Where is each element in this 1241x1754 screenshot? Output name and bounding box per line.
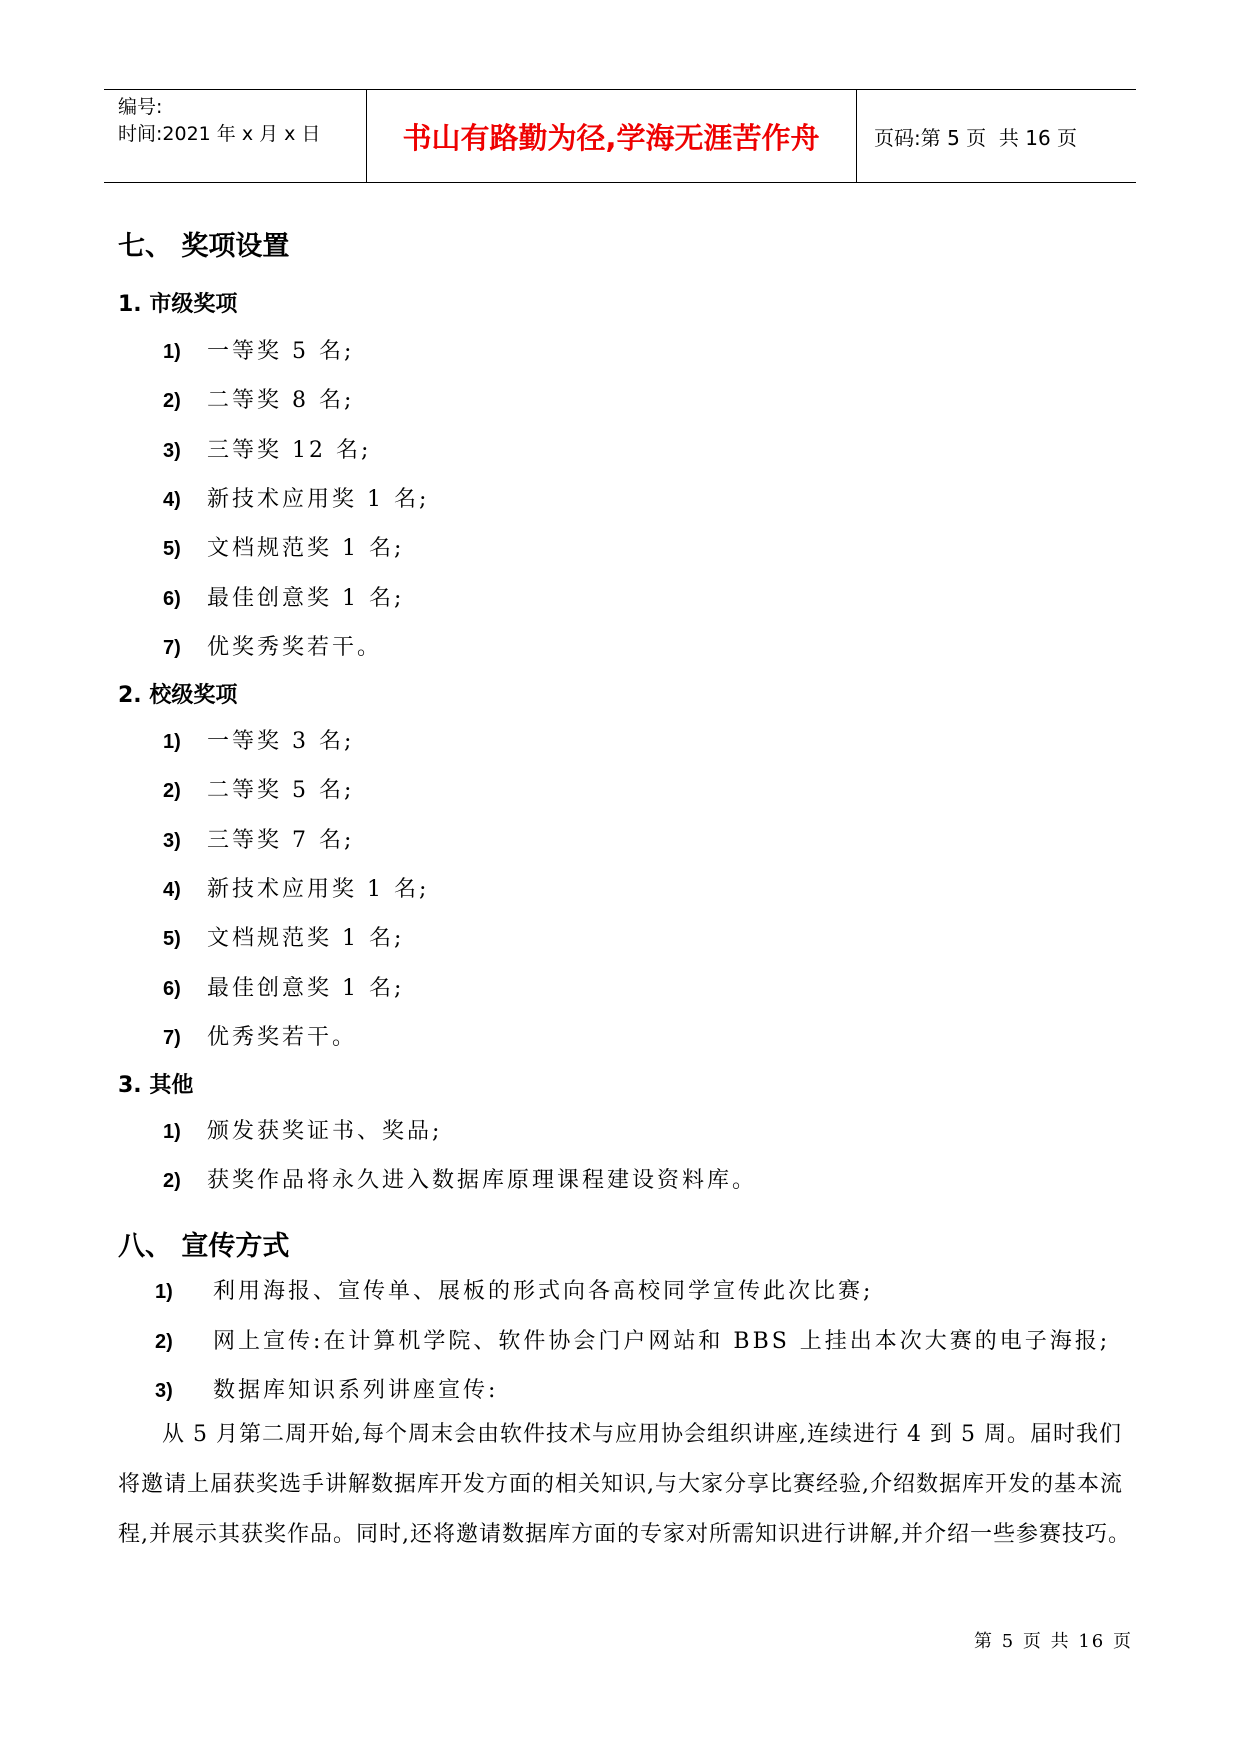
list-item-number: 7) bbox=[163, 636, 181, 659]
list-item-number: 3) bbox=[163, 439, 181, 462]
lecture-paragraph: 从 5 月第二周开始,每个周末会由软件技术与应用协会组织讲座,连续进行 4 到 5 周。届时我们将邀请上届获奖选手讲解数据库开发方面的相关知识,与大家分享比赛经验,介绍数据库开发的基本流程,并展示其获奖作品。同时,还将邀请数据库方面的专家对所需知识进行讲解,并介绍一些参赛技巧。 bbox=[118, 1422, 1131, 1547]
list-item-text: 利用海报、宣传单、展板的形式向各高校同学宣传此次比赛; bbox=[213, 1279, 874, 1304]
list-item bbox=[163, 630, 382, 661]
list-item-number: 1) bbox=[163, 731, 181, 753]
section-7-2-title: 2. 校级奖项 bbox=[118, 683, 238, 708]
header-meta bbox=[118, 94, 320, 148]
list-item-number: 5) bbox=[163, 928, 181, 951]
list-item-number: 2) bbox=[163, 780, 181, 803]
section-8-title: 八、 宣传方式 bbox=[118, 1231, 290, 1262]
list-item bbox=[163, 334, 354, 365]
list-item-number: 4) bbox=[163, 878, 181, 901]
list-item-number: 5) bbox=[163, 538, 181, 561]
list-item-number: 1) bbox=[155, 1281, 173, 1303]
list-item-text: 二等奖 5 名; bbox=[207, 778, 355, 804]
header-motto: 书山有路勤为径,学海无涯苦作舟 bbox=[402, 120, 820, 155]
list-item-number: 2) bbox=[163, 1170, 181, 1193]
list-item-number: 2) bbox=[163, 390, 181, 413]
section-7-title: 七、 奖项设置 bbox=[118, 231, 290, 262]
list-item-number: 3) bbox=[155, 1380, 173, 1402]
list-item bbox=[163, 921, 404, 952]
header-page-label: 页码:第 5 页 共 16 页 bbox=[874, 125, 1078, 150]
list-item bbox=[163, 1163, 757, 1194]
list-item bbox=[163, 872, 429, 903]
list-item-text: 二等奖 8 名; bbox=[207, 388, 355, 414]
list-item-text: 最佳创意奖 1 名; bbox=[207, 585, 405, 611]
list-item-text: 优秀奖若干。 bbox=[207, 1024, 358, 1050]
page-header bbox=[104, 89, 1136, 183]
list-item-text: 颁发获奖证书、奖品; bbox=[207, 1119, 443, 1144]
list-item bbox=[163, 1114, 442, 1145]
list-item bbox=[163, 1020, 357, 1051]
list-item bbox=[155, 1324, 1110, 1355]
list-item-number: 4) bbox=[163, 488, 181, 511]
list-item bbox=[163, 823, 354, 854]
header-divider bbox=[856, 90, 857, 182]
document-number-label: 编号: bbox=[118, 96, 163, 118]
list-item-text: 优奖秀奖若干。 bbox=[207, 634, 383, 660]
list-item-text: 三等奖 7 名; bbox=[207, 827, 355, 853]
list-item bbox=[163, 383, 354, 414]
list-item bbox=[163, 482, 429, 513]
list-item-number: 6) bbox=[163, 977, 181, 1000]
list-item-number: 3) bbox=[163, 829, 181, 852]
list-item bbox=[163, 433, 371, 464]
list-item-text: 文档规范奖 1 名; bbox=[207, 926, 405, 952]
list-item-text: 数据库知识系列讲座宣传: bbox=[213, 1378, 499, 1403]
list-item-text: 最佳创意奖 1 名; bbox=[207, 975, 405, 1001]
list-item bbox=[163, 531, 404, 562]
list-item-text: 文档规范奖 1 名; bbox=[207, 536, 405, 562]
page-footer: 第 5 页 共 16 页 bbox=[974, 1631, 1133, 1652]
list-item-text: 获奖作品将永久进入数据库原理课程建设资料库。 bbox=[207, 1168, 758, 1194]
list-item-text: 一等奖 5 名; bbox=[207, 339, 355, 364]
list-item bbox=[163, 724, 354, 755]
list-item-text: 一等奖 3 名; bbox=[207, 729, 355, 754]
document-time-label: 时间:2021 年 x 月 x 日 bbox=[118, 123, 321, 145]
section-7-3-title: 3. 其他 bbox=[118, 1073, 194, 1098]
list-item bbox=[163, 773, 354, 804]
list-item-number: 1) bbox=[163, 1121, 181, 1143]
section-7-1-title: 1. 市级奖项 bbox=[118, 292, 238, 317]
list-item bbox=[163, 971, 404, 1002]
list-item bbox=[155, 1373, 498, 1404]
list-item-number: 6) bbox=[163, 587, 181, 610]
list-item-number: 1) bbox=[163, 341, 181, 363]
list-item-text: 三等奖 12 名; bbox=[207, 437, 372, 463]
list-item-text: 新技术应用奖 1 名; bbox=[207, 486, 430, 512]
list-item-text: 新技术应用奖 1 名; bbox=[207, 876, 430, 902]
list-item bbox=[155, 1274, 873, 1305]
list-item-text: 网上宣传:在计算机学院、软件协会门户网站和 BBS 上挂出本次大赛的电子海报; bbox=[213, 1328, 1111, 1354]
list-item-number: 7) bbox=[163, 1026, 181, 1049]
list-item bbox=[163, 581, 404, 612]
list-item-number: 2) bbox=[155, 1330, 173, 1353]
